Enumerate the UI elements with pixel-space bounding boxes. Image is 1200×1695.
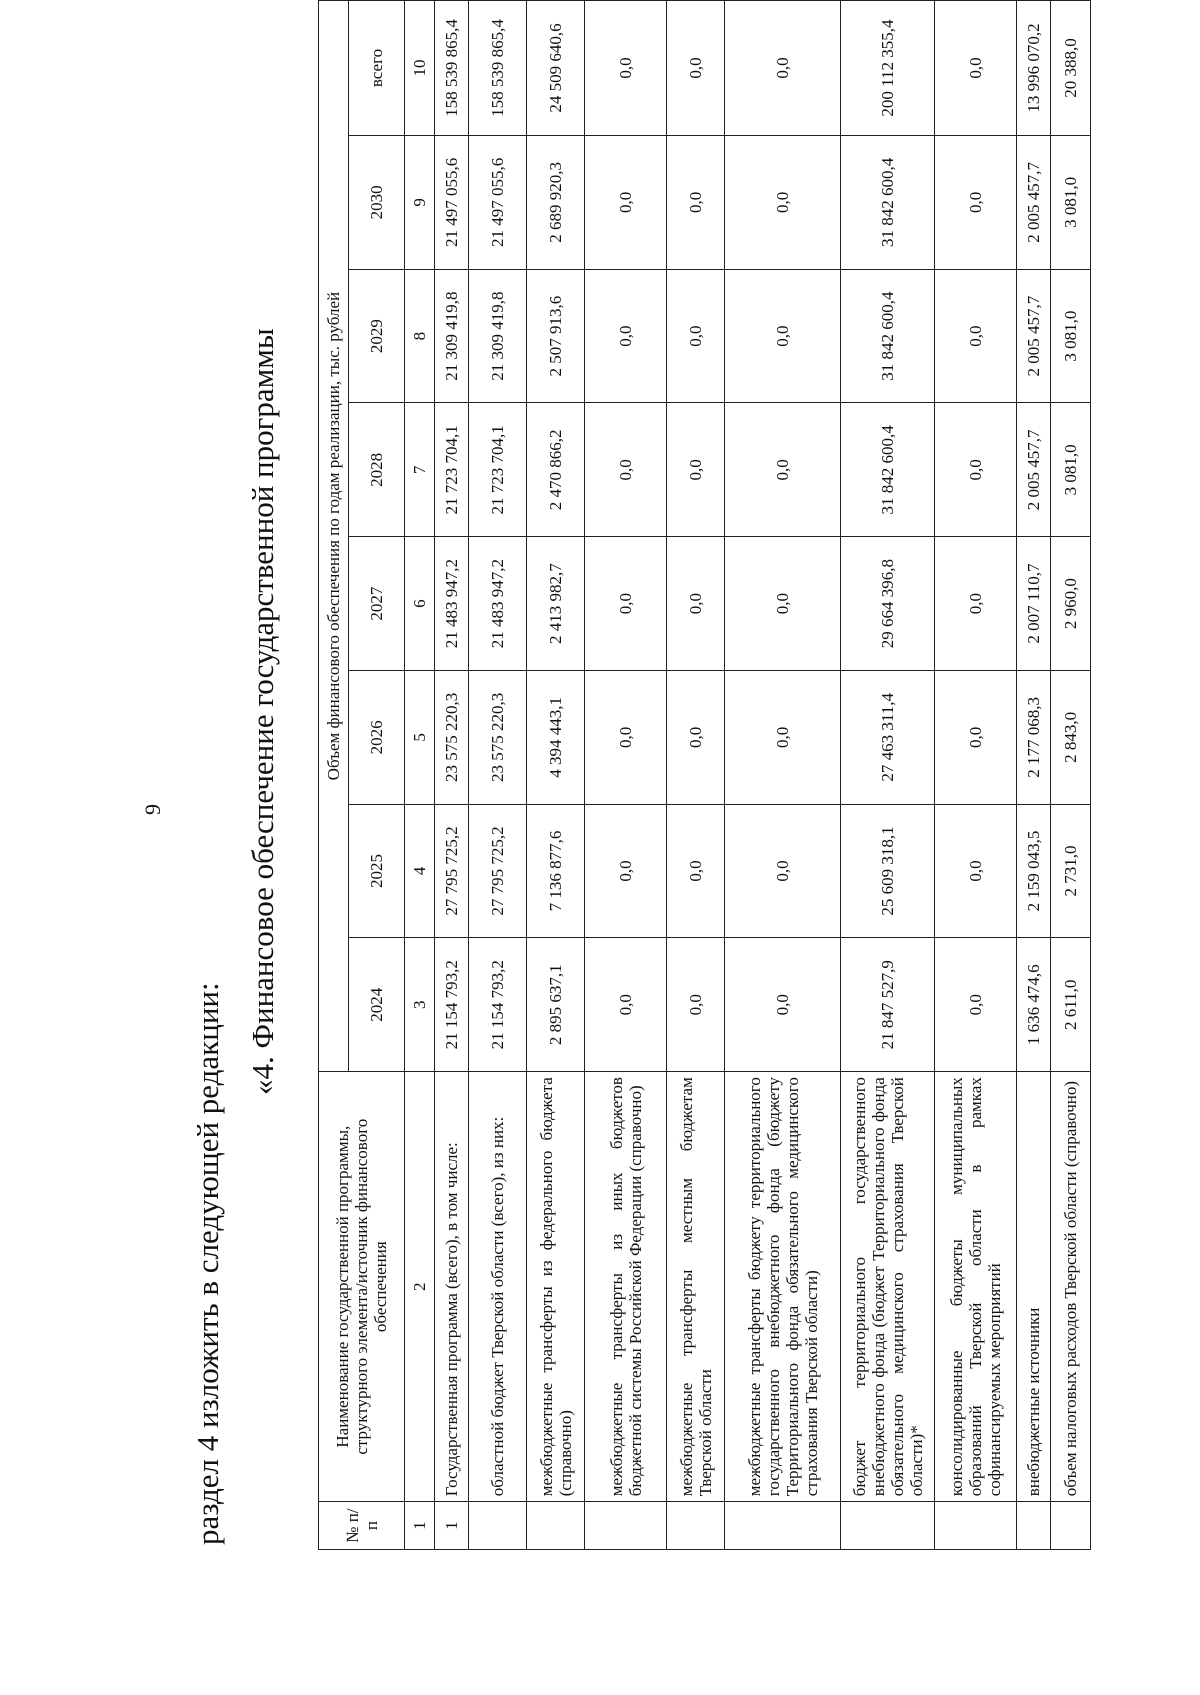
row-number: [469, 1502, 527, 1550]
year-header: 2026: [349, 670, 405, 804]
year-value-cell: 0,0: [935, 403, 1017, 537]
total-value-cell: 158 539 865,4: [469, 1, 527, 136]
row-name: межбюджетные трансферты местным бюджетам Тверской области: [667, 1072, 725, 1502]
row-number: [667, 1502, 725, 1550]
year-value-cell: 2 507 913,6: [527, 269, 585, 403]
year-value-cell: 29 664 396,8: [841, 537, 935, 671]
year-value-cell: 3 081,0: [1051, 136, 1091, 270]
year-value-cell: 2 007 110,7: [1017, 537, 1051, 671]
total-value-cell: 20 388,0: [1051, 1, 1091, 136]
year-value-cell: 0,0: [935, 938, 1017, 1072]
year-value-cell: 3 081,0: [1051, 269, 1091, 403]
year-value-cell: 2 177 068,3: [1017, 670, 1051, 804]
table-row: [435, 1, 469, 1550]
year-value-cell: 27 795 725,2: [469, 804, 527, 938]
year-value-cell: 23 575 220,3: [435, 670, 469, 804]
column-index: 4: [405, 804, 435, 938]
year-value-cell: 2 843,0: [1051, 670, 1091, 804]
column-index: 1: [405, 1502, 435, 1550]
year-value-cell: 0,0: [725, 938, 841, 1072]
year-value-cell: 0,0: [585, 136, 667, 270]
row-name: бюджет территориального государственного внебюджетного фонда (бюджет Территориального фонда обязательного медицинского страхования Тверской области)*: [841, 1072, 935, 1502]
year-value-cell: 21 847 527,9: [841, 938, 935, 1072]
year-value-cell: 2 470 866,2: [527, 403, 585, 537]
total-value-cell: 24 509 640,6: [527, 1, 585, 136]
table-row: [1051, 1, 1091, 1550]
year-value-cell: 0,0: [725, 403, 841, 537]
year-value-cell: 0,0: [667, 537, 725, 671]
year-value-cell: 0,0: [935, 804, 1017, 938]
year-value-cell: 21 154 793,2: [435, 938, 469, 1072]
year-value-cell: 23 575 220,3: [469, 670, 527, 804]
year-value-cell: 0,0: [585, 403, 667, 537]
total-value-cell: 0,0: [935, 1, 1017, 136]
year-value-cell: 2 159 043,5: [1017, 804, 1051, 938]
row-name: межбюджетные трансферты из федерального бюджета (справочно): [527, 1072, 585, 1502]
column-index: 7: [405, 403, 435, 537]
table-row: [725, 1, 841, 1550]
year-value-cell: 2 895 637,1: [527, 938, 585, 1072]
year-value-cell: 0,0: [725, 670, 841, 804]
total-value-cell: 0,0: [725, 1, 841, 136]
column-index: 6: [405, 537, 435, 671]
row-name: Государственная программа (всего), в том числе:: [435, 1072, 469, 1502]
total-value-cell: 0,0: [667, 1, 725, 136]
group-header: Объем финансового обеспечения по годам реализации, тыс. рублей: [319, 1, 349, 1072]
table-row: [469, 1, 527, 1550]
row-name: межбюджетные трансферты бюджету территориального государственного внебюджетного фонда (бюджету Территориального фонда обязательного медицинского страхования Тверской области): [725, 1072, 841, 1502]
year-header: 2028: [349, 403, 405, 537]
row-number: [841, 1502, 935, 1550]
total-header: всего: [349, 1, 405, 136]
year-header: 2030: [349, 136, 405, 270]
year-value-cell: 4 394 443,1: [527, 670, 585, 804]
year-value-cell: 2 611,0: [1051, 938, 1091, 1072]
row-name: межбюджетные трансферты из иных бюджетов бюджетной системы Российской Федерации (справочно): [585, 1072, 667, 1502]
row-number: [935, 1502, 1017, 1550]
year-value-cell: 31 842 600,4: [841, 136, 935, 270]
total-value-cell: 200 112 355,4: [841, 1, 935, 136]
row-name: объем налоговых расходов Тверской области (справочно): [1051, 1072, 1091, 1502]
year-value-cell: 21 723 704,1: [469, 403, 527, 537]
year-value-cell: 0,0: [725, 537, 841, 671]
financing-table: [318, 0, 1091, 1550]
col-name-header: Наименование государственной программы, структурного элемента/источник финансового обеспечения: [319, 1072, 405, 1502]
year-value-cell: 31 842 600,4: [841, 403, 935, 537]
row-number: [527, 1502, 585, 1550]
table-row: [841, 1, 935, 1550]
year-value-cell: 0,0: [667, 269, 725, 403]
year-value-cell: 2 005 457,7: [1017, 136, 1051, 270]
year-value-cell: 1 636 474,6: [1017, 938, 1051, 1072]
year-value-cell: 0,0: [725, 136, 841, 270]
year-value-cell: 21 154 793,2: [469, 938, 527, 1072]
table-row: [667, 1, 725, 1550]
column-index: 2: [405, 1072, 435, 1502]
year-value-cell: 0,0: [935, 269, 1017, 403]
table-row: [935, 1, 1017, 1550]
year-value-cell: 0,0: [935, 670, 1017, 804]
year-value-cell: 25 609 318,1: [841, 804, 935, 938]
col-no-header: № п/п: [319, 1502, 405, 1550]
year-value-cell: 27 463 311,4: [841, 670, 935, 804]
year-header: 2024: [349, 938, 405, 1072]
column-index: 9: [405, 136, 435, 270]
year-value-cell: 0,0: [585, 670, 667, 804]
row-number: [585, 1502, 667, 1550]
year-value-cell: 0,0: [585, 269, 667, 403]
year-value-cell: 0,0: [935, 136, 1017, 270]
row-number: [725, 1502, 841, 1550]
year-header: 2025: [349, 804, 405, 938]
year-value-cell: 21 483 947,2: [435, 537, 469, 671]
row-name: областной бюджет Тверской области (всего), из них:: [469, 1072, 527, 1502]
page-number: 9: [140, 804, 165, 815]
year-value-cell: 3 081,0: [1051, 403, 1091, 537]
year-value-cell: 21 497 055,6: [469, 136, 527, 270]
year-value-cell: 21 497 055,6: [435, 136, 469, 270]
table-row: [1017, 1, 1051, 1550]
total-value-cell: 13 996 070,2: [1017, 1, 1051, 136]
year-value-cell: 0,0: [585, 537, 667, 671]
column-index: 8: [405, 269, 435, 403]
row-name: внебюджетные источники: [1017, 1072, 1051, 1502]
row-name: консолидированные бюджеты муниципальных образований Тверской области в рамках софинансируемых мероприятий: [935, 1072, 1017, 1502]
year-value-cell: 2 731,0: [1051, 804, 1091, 938]
year-value-cell: 2 960,0: [1051, 537, 1091, 671]
year-value-cell: 0,0: [667, 938, 725, 1072]
year-value-cell: 31 842 600,4: [841, 269, 935, 403]
year-value-cell: 0,0: [725, 269, 841, 403]
year-value-cell: 21 309 419,8: [435, 269, 469, 403]
year-value-cell: 21 483 947,2: [469, 537, 527, 671]
year-value-cell: 21 723 704,1: [435, 403, 469, 537]
total-value-cell: 0,0: [585, 1, 667, 136]
year-value-cell: 2 413 982,7: [527, 537, 585, 671]
column-index: 5: [405, 670, 435, 804]
row-number: [1051, 1502, 1091, 1550]
year-value-cell: 2 689 920,3: [527, 136, 585, 270]
year-value-cell: 0,0: [725, 804, 841, 938]
year-value-cell: 2 005 457,7: [1017, 269, 1051, 403]
year-value-cell: 0,0: [667, 403, 725, 537]
table-row: [527, 1, 585, 1550]
intro-text: раздел 4 изложить в следующей редакции:: [190, 982, 225, 1545]
year-header: 2029: [349, 269, 405, 403]
year-header: 2027: [349, 537, 405, 671]
year-value-cell: 7 136 877,6: [527, 804, 585, 938]
year-value-cell: 0,0: [935, 537, 1017, 671]
year-value-cell: 0,0: [667, 804, 725, 938]
year-value-cell: 2 005 457,7: [1017, 403, 1051, 537]
column-index: 3: [405, 938, 435, 1072]
year-value-cell: 0,0: [585, 938, 667, 1072]
total-value-cell: 158 539 865,4: [435, 1, 469, 136]
year-value-cell: 0,0: [667, 136, 725, 270]
year-value-cell: 0,0: [667, 670, 725, 804]
table-row: [585, 1, 667, 1550]
row-number: [1017, 1502, 1051, 1550]
year-value-cell: 0,0: [585, 804, 667, 938]
column-index: 10: [405, 1, 435, 136]
year-value-cell: 21 309 419,8: [469, 269, 527, 403]
year-value-cell: 27 795 725,2: [435, 804, 469, 938]
section-title: «4. Финансовое обеспечение государственной программы: [245, 328, 280, 1095]
row-number: 1: [435, 1502, 469, 1550]
